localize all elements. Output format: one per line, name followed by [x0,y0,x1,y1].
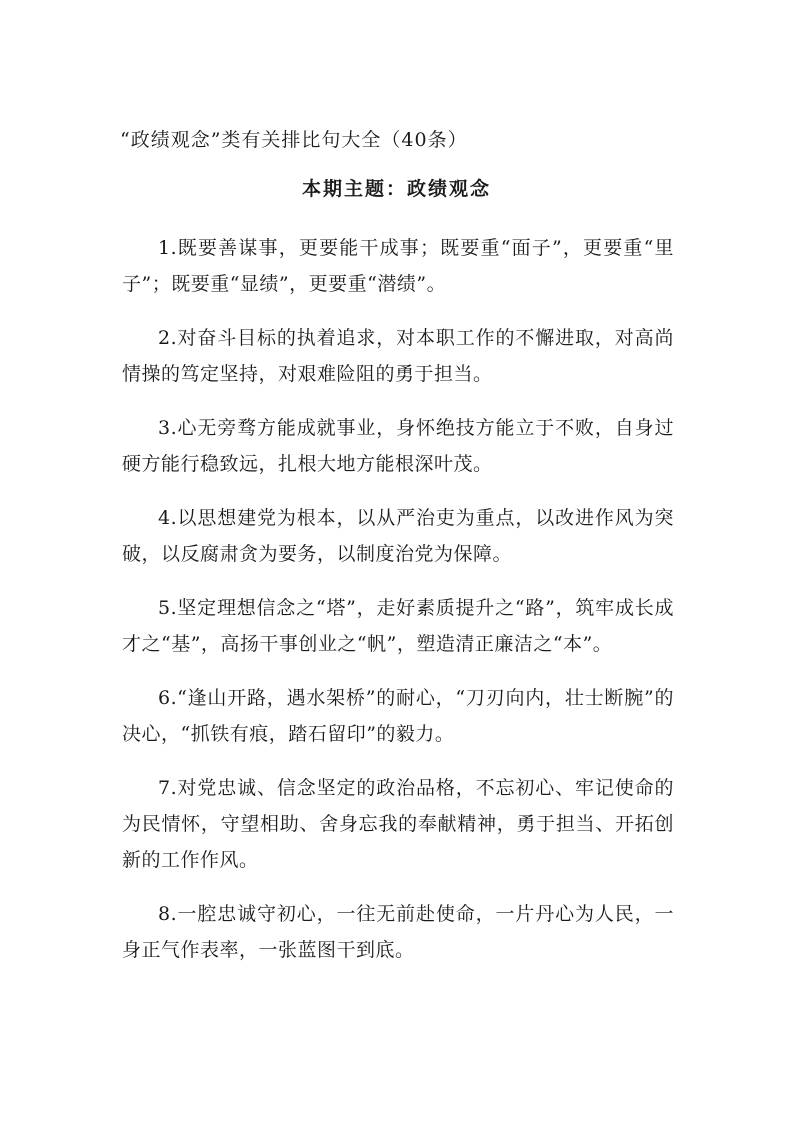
list-item: 5.坚定理想信念之“塔”，走好素质提升之“路”，筑牢成长成才之“基”，高扬干事创业之“帆”，塑造清正廉洁之“本”。 [122,597,674,655]
document-title: “政绩观念”类有关排比句大全（40条） [120,129,468,151]
item-list [122,230,674,986]
list-item: 4.以思想建党为根本，以从严治吏为重点，以改进作风为突破，以反腐肃贪为要务，以制度治党为保障。 [122,507,674,565]
list-item: 6.“逢山开路，遇水架桥”的耐心，“刀刃向内，壮士断腕”的决心，“抓铁有痕，踏石留印”的毅力。 [122,687,674,745]
list-item: 1.既要善谋事，更要能干成事；既要重“面子”，更要重“里子”；既要重“显绩”，更要重“潜绩”。 [122,237,674,295]
list-item: 3.心无旁骛方能成就事业，身怀绝技方能立于不败，自身过硬方能行稳致远，扎根大地方能根深叶茂。 [122,417,674,475]
list-item: 8.一腔忠诚守初心，一往无前赴使命，一片丹心为人民，一身正气作表率，一张蓝图干到底。 [122,903,674,961]
document-subtitle: 本期主题：政绩观念 [301,178,491,200]
list-item: 7.对党忠诚、信念坚定的政治品格，不忘初心、牢记使命的为民情怀，守望相助、舍身忘我的奉献精神，勇于担当、开拓创新的工作作风。 [122,777,674,871]
list-item: 2.对奋斗目标的执着追求，对本职工作的不懈进取，对高尚情操的笃定坚持，对艰难险阻的勇于担当。 [122,327,674,385]
